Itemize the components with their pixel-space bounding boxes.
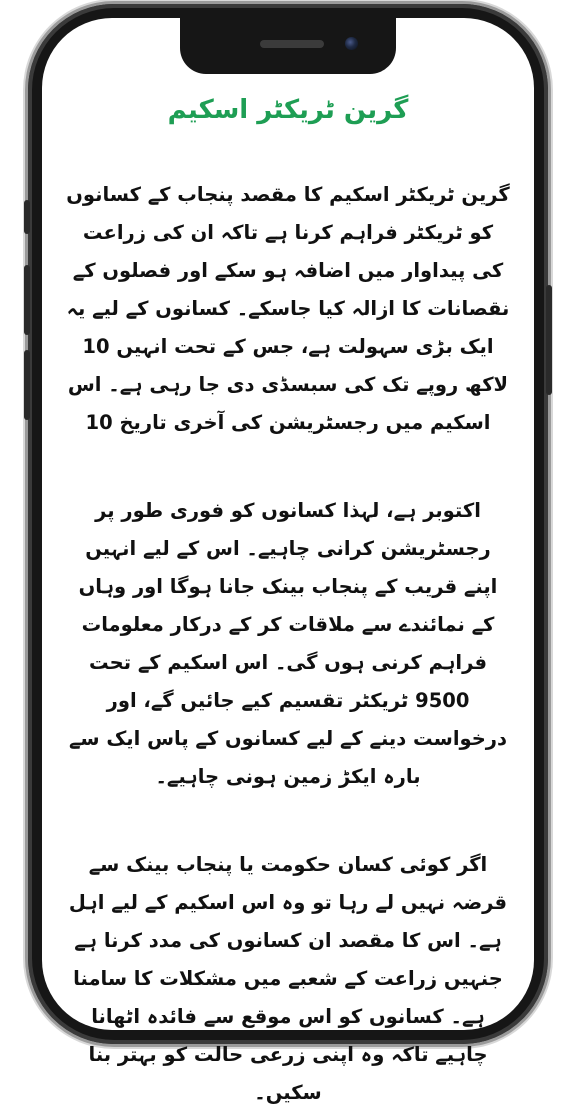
front-camera-icon xyxy=(345,37,358,50)
article-paragraph-3: اگر کوئی کسان حکومت یا پنجاب بینک سے قرضہ نہیں لے رہا تو وہ اس اسکیم کے لیے اہل ہے۔ اس کا مقصد ان کسانوں کی مدد کرنا ہے جنہیں زراعت کے شعبے میں مشکلات کا سامنا ہے۔ کسانوں کو اس موقع سے فائدہ اٹھانا چاہیے تاکہ وہ اپنی زرعی حالت کو بہتر بنا سکیں۔ xyxy=(68,853,508,1104)
notch xyxy=(180,18,396,74)
article-paragraph-2: اکتوبر ہے، لہذا کسانوں کو فوری طور پر رجسٹریشن کرانی چاہیے۔ اس کے لیے انہیں اپنے قریب کے پنجاب بینک جانا ہوگا اور وہاں کے نمائندے سے ملاقات کر کے درکار معلومات فراہم کرنی ہوں گی۔ اس اسکیم کے تحت 9500 ٹریکٹر تقسیم کیے جائیں گے، اور درخواست دینے کے لیے کسانوں کے پاس ایک سے بارہ ایکڑ زمین ہونی چاہیے۔ xyxy=(68,499,508,788)
article-title: گرین ٹریکٹر اسکیم xyxy=(167,95,409,125)
speaker-grille xyxy=(260,40,324,48)
article-paragraph-1: گرین ٹریکٹر اسکیم کا مقصد پنجاب کے کسانوں کو ٹریکٹر فراہم کرنا ہے تاکہ ان کی زراعت کی پیداوار میں اضافہ ہو سکے اور فصلوں کے نقصانات کا ازالہ کیا جاسکے۔ کسانوں کے لیے یہ ایک بڑی سہولت ہے، جس کے تحت انہیں 10 لاکھ روپے تک کی سبسڈی دی جا رہی ہے۔ اس اسکیم میں رجسٹریشن کی آخری تاریخ 10 xyxy=(66,183,510,434)
volume-up-button xyxy=(24,265,30,335)
mute-switch xyxy=(24,200,30,234)
volume-down-button xyxy=(24,350,30,420)
article xyxy=(66,90,510,1112)
power-button xyxy=(546,285,552,395)
phone-screen xyxy=(42,18,534,1104)
